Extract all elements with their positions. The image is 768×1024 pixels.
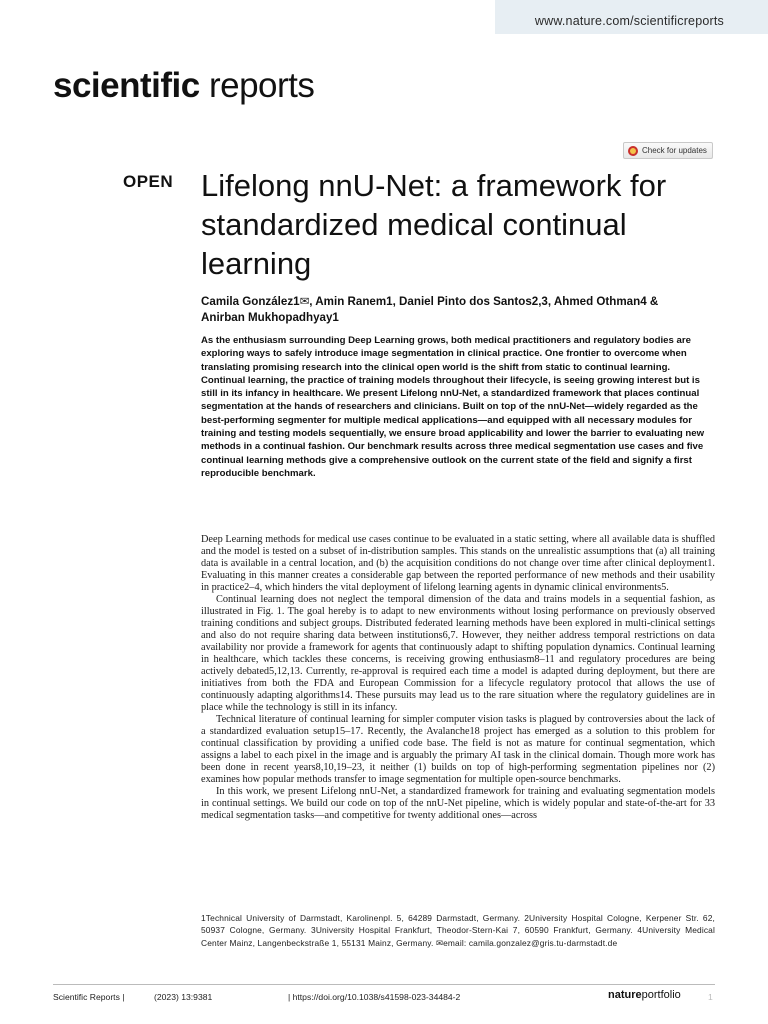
journal-url-link[interactable]: www.nature.com/scientificreports xyxy=(534,14,724,28)
nature-portfolio-logo-light: portfolio xyxy=(641,989,681,1001)
author-list: Camila González1✉, Amin Ranem1, Daniel Pinto dos Santos2,3, Ahmed Othman4 & Anirban Mukhopadhyay1 xyxy=(201,295,659,324)
journal-logo-light: reports xyxy=(208,66,315,105)
nature-portfolio-logo-bold: nature xyxy=(608,989,642,1001)
abstract: As the enthusiasm surrounding Deep Learning grows, both medical practitioners and regulatory bodies are exploring ways to safely introduce image segmentation in clinical practice. One frontier to overcome when translating promising research into the clinical open world is the shift from static to continual learning. Continual learning, the practice of training models throughout their lifecycle, is seeing growing interest but is still in its infancy in healthcare. We present Lifelong nnU-Net, a standardized framework that places continual segmentation at the hands of researchers and clinicians. Built on top of the nnU-Net—widely regarded as the best-performing segmenter for multiple medical applications—and equipped with all necessary modules for training and testing models sequentially, we ensure broad applicability and lower the barrier to evaluating new methods in a continual fashion. Our benchmark results across three medical segmentation use cases and five continual learning methods give a comprehensive outlook on the current state of the field and signify a first reproducible benchmark. xyxy=(201,335,705,479)
url-bar xyxy=(495,0,768,34)
footer-divider xyxy=(53,984,715,985)
check-for-updates-button[interactable] xyxy=(623,142,713,159)
crossmark-icon xyxy=(628,146,638,156)
body-paragraph-1: Deep Learning methods for medical use cases continue to be evaluated in a static setting, where all available data is shuffled and the model is tested on a subset of in-distribution samples. This stands on the unrealistic assumptions that (a) all training data is available in a central location, and (b) the acquisition conditions do not change over time after clinical deployment1. Evaluating in this manner creates a considerable gap between the reported performance of new methods and their usability in practice2–4, which hinders the vital deployment of lifelong learning agents in dynamic clinical environments5. xyxy=(201,534,715,593)
body-paragraph-4: In this work, we present Lifelong nnU-Net, a standardized framework for training and evaluating segmentation models in continual settings. We build our code on top of the nnU-Net pipeline, which is widely popular and state-of-the-art for 33 medical segmentation tasks—and competitive for twenty additional ones—across xyxy=(201,786,715,821)
footer-journal: Scientific Reports | xyxy=(53,992,125,1002)
journal-logo xyxy=(53,66,314,106)
check-for-updates-label: Check for updates xyxy=(642,146,707,155)
open-access-badge: OPEN xyxy=(123,172,174,191)
journal-logo-bold: scientific xyxy=(53,66,200,105)
footer-volume: (2023) 13:9381 xyxy=(154,992,213,1002)
body-paragraph-2: Continual learning does not neglect the temporal dimension of the data and trains models in a sequential fashion, as illustrated in Fig. 1. The goal hereby is to adapt to new environments without losing performance on previously observed training conditions and subject groups. Distributed federated learning methods have been explored in multi-clinical settings and also do not require sharing data between institutions6,7. However, they neither address temporal restrictions on data availability nor provide a framework for agents that continuously adapt to shifting population dynamics. Continual learning in healthcare, which tackles these concerns, is receiving growing enthusiasm8–11 and regulatory procedures are being actively debated5,12,13. Currently, re-approval is required each time a model is adapted during deployment, but there are initiatives from both the FDA and European Commission for a lifecycle regulatory protocol that allows the use of continuously adapting algorithms14. These pursuits may lead us to the rare situation where the regulatory guidelines are in place while the technology is still in its infancy. xyxy=(201,594,715,713)
page-number: 1 xyxy=(708,992,713,1002)
footer-doi-link[interactable]: | https://doi.org/10.1038/s41598-023-34484-2 xyxy=(288,992,461,1002)
article-title: Lifelong nnU-Net: a framework for standardized medical continual learning xyxy=(201,168,667,281)
affiliations: 1Technical University of Darmstadt, Karolinenpl. 5, 64289 Darmstadt, Germany. 2University Hospital Cologne, Kerpener Str. 62, 50937 Cologne, Germany. 3University Hospital Frankfurt, Theodor-Stern-Kai 7, 60590 Frankfurt, Germany. 4University Medical Center Mainz, Langenbeckstraße 1, 55131 Mainz, Germany. ✉email: camila.gonzalez@gris.tu-darmstadt.de xyxy=(201,913,715,948)
nature-portfolio-logo xyxy=(608,989,681,1001)
body-paragraph-3: Technical literature of continual learning for simpler computer vision tasks is plagued by controversies about the lack of a standardized evaluation setup15–17. Recently, the Avalanche18 project has emerged as a solution to this problem for continual classification by providing a unified code base. The field is not as mature for continual segmentation, which assigns a label to each pixel in the image and is arguably the primary AI task in the clinical domain. Though more work has been done in recent years8,10,19–23, it neither (1) builds on top of high-performing segmentation pipelines nor (2) examines how popular methods transfer to image segmentation for multiple open-source benchmarks. xyxy=(201,714,715,785)
body-text xyxy=(201,534,715,822)
